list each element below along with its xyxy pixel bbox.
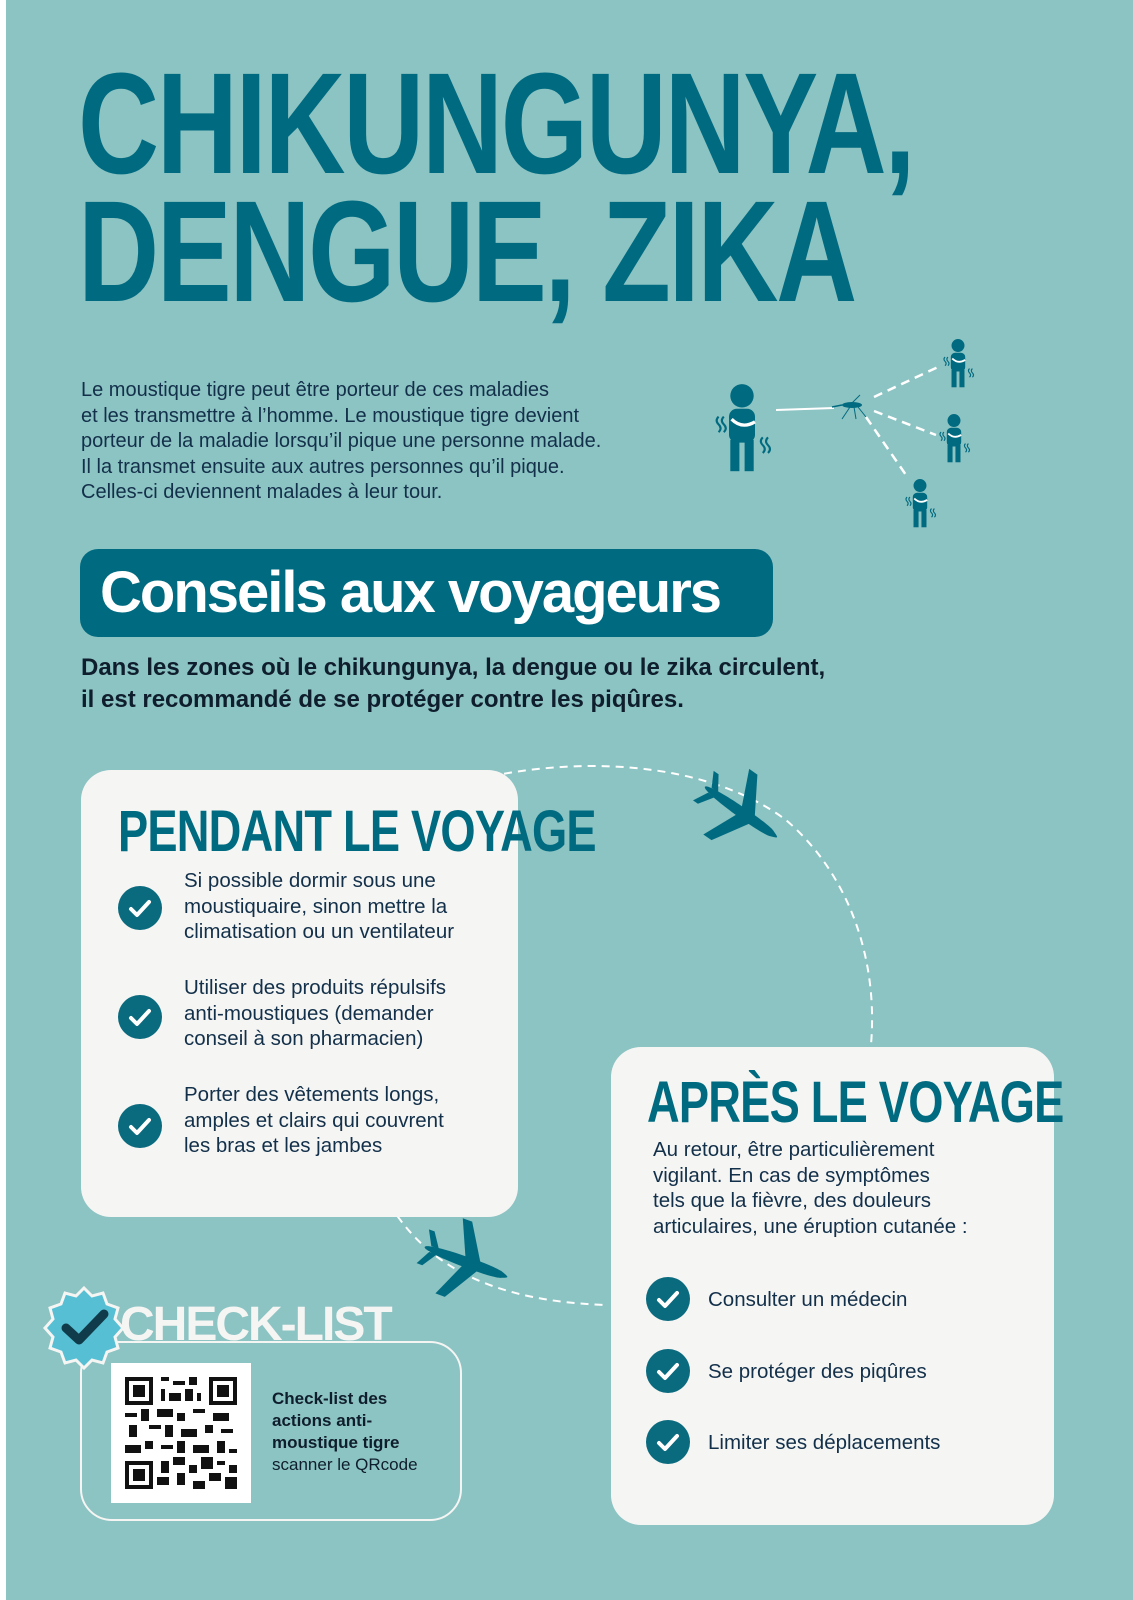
- intro-line: Le moustique tigre peut être porteur de ces maladies: [81, 379, 550, 401]
- lead-line: il est recommandé de se protéger contre les piqûres.: [81, 686, 684, 713]
- intro-line: vigilant. En cas de symptômes: [653, 1163, 930, 1187]
- after-trip-intro: [653, 1137, 1023, 1239]
- intro-line: porteur de la maladie lorsqu’il pique une personne malade.: [81, 430, 602, 452]
- list-item: Se protéger des piqûres: [708, 1360, 927, 1383]
- checklist-text-line: scanner le QRcode: [272, 1455, 418, 1474]
- check-icon: [646, 1349, 690, 1393]
- item-line: climatisation ou un ventilateur: [184, 920, 455, 943]
- during-trip-title: PENDANT LE VOYAGE: [118, 799, 596, 864]
- airplane-icon: [409, 1209, 521, 1315]
- list-item: [184, 975, 446, 1052]
- list-item: [184, 1082, 444, 1159]
- item-line: Si possible dormir sous une: [184, 869, 436, 892]
- title-line-2: DENGUE, ZIKA: [78, 171, 855, 332]
- title-line-1: CHIKUNGUNYA,: [78, 43, 914, 204]
- list-item: Consulter un médecin: [708, 1288, 908, 1311]
- check-badge-icon: [38, 1282, 130, 1374]
- after-trip-card: [611, 1047, 1064, 1525]
- list-item: [184, 868, 454, 945]
- checklist-text-line: actions anti-: [272, 1411, 373, 1430]
- intro-line: Il la transmet ensuite aux autres personnes qu’il pique.: [81, 455, 565, 478]
- item-line: anti-moustiques (demander: [184, 1001, 434, 1025]
- intro-line: articulaires, une éruption cutanée :: [653, 1214, 968, 1238]
- qr-code-icon[interactable]: [111, 1363, 251, 1503]
- airplane-icon: [680, 753, 800, 870]
- intro-line: Au retour, être particulièrement: [653, 1138, 935, 1161]
- lead-line: Dans les zones où le chikungunya, la dengue ou le zika circulent,: [81, 654, 826, 681]
- item-line: amples et clairs qui couvrent: [184, 1108, 444, 1132]
- item-line: Porter des vêtements longs,: [184, 1083, 440, 1106]
- intro-line: Celles-ci deviennent malades à leur tour.: [81, 481, 443, 503]
- checklist-title: CHECK-LIST: [120, 1298, 391, 1351]
- checklist-text-line: moustique tigre: [272, 1433, 400, 1452]
- item-line: moustiquaire, sinon mettre la: [184, 894, 448, 918]
- check-icon: [646, 1277, 690, 1321]
- item-line: Utiliser des produits répulsifs: [184, 976, 447, 999]
- during-trip-card: [81, 770, 596, 1217]
- list-item: Limiter ses déplacements: [708, 1431, 941, 1454]
- checklist-text: [272, 1388, 418, 1476]
- intro-line: et les transmettre à l’homme. Le moustique tigre devient: [81, 404, 580, 427]
- checklist-text-line: Check-list des: [272, 1389, 388, 1408]
- check-icon: [118, 1104, 162, 1148]
- check-icon: [646, 1420, 690, 1464]
- check-icon: [118, 995, 162, 1039]
- item-line: les bras et les jambes: [184, 1134, 383, 1157]
- item-line: conseil à son pharmacien): [184, 1027, 424, 1050]
- section-banner: Conseils aux voyageurs: [80, 549, 773, 637]
- after-trip-title: APRÈS LE VOYAGE: [647, 1070, 1064, 1135]
- check-icon: [118, 886, 162, 930]
- poster: [6, 0, 1133, 1600]
- intro-line: tels que la fièvre, des douleurs: [653, 1189, 932, 1212]
